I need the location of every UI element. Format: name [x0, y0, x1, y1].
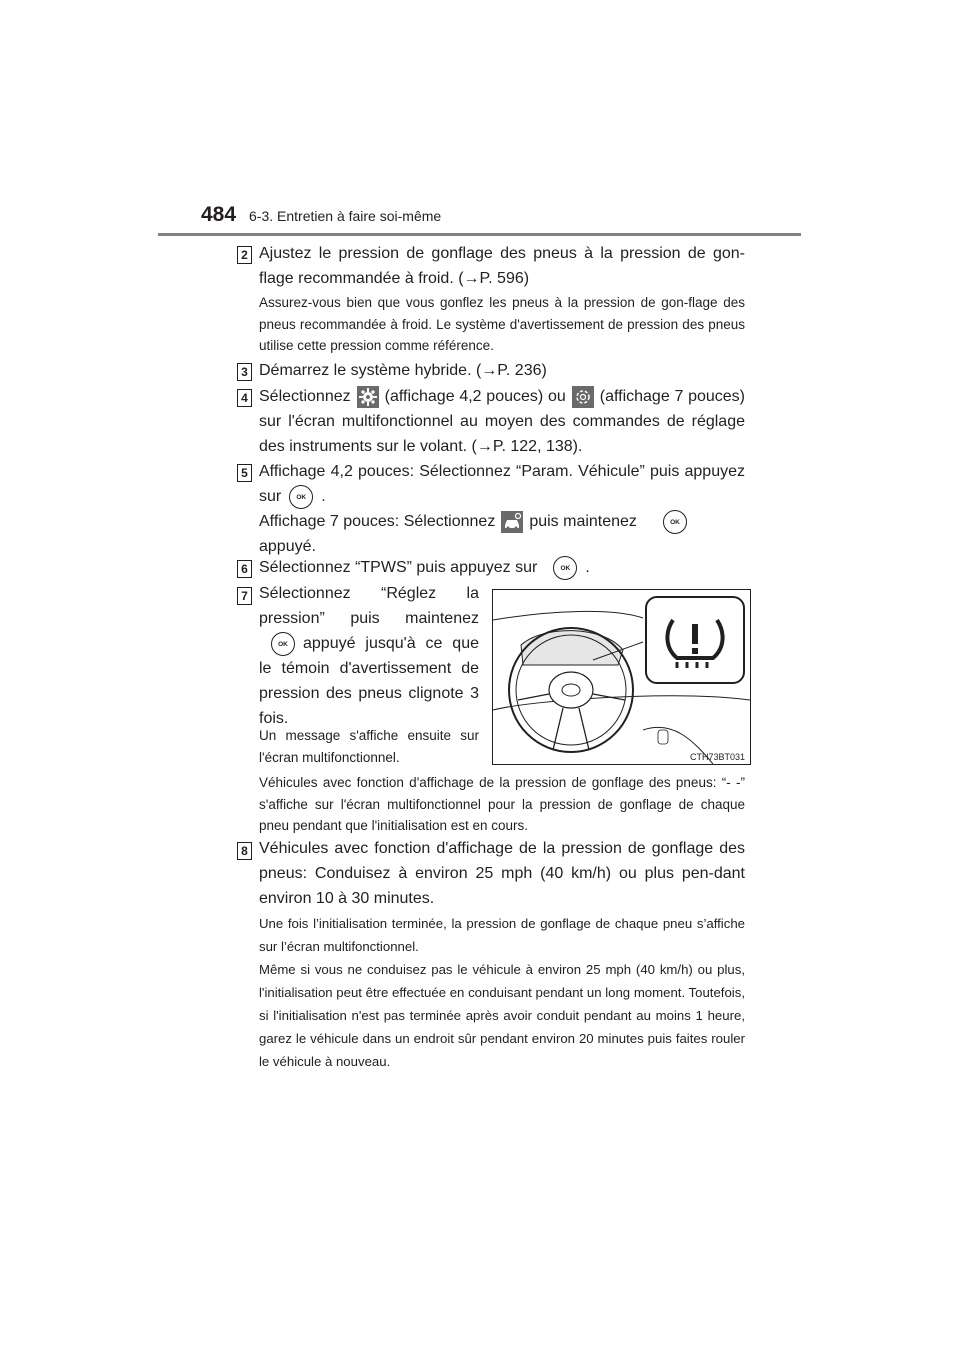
gear-outline-icon	[572, 386, 594, 408]
page-number: 484	[201, 203, 237, 226]
step-8-note-a: Une fois l’initialisation terminée, la pression de gonflage de chaque pneu s’affiche sur l’écran multifonctionnel.	[259, 916, 745, 954]
step-number-3: 3	[237, 363, 252, 381]
step-7-text	[259, 581, 479, 731]
step-8-text: Véhicules avec fonction d'affichage de la pression de gonflage des pneus: Conduisez à environ 25 mph (40 km/h) ou plus pen-dant environ 10 à 30 minutes.	[259, 840, 745, 907]
step-number-4: 4	[237, 389, 252, 407]
gear-icon	[357, 386, 379, 408]
step-8-note-b: Même si vous ne conduisez pas le véhicule à environ 25 mph (40 km/h) ou plus, l'initialisation peut être effectuée en conduisant pendant un long moment. Toutefois, si l'initialisation n'est pas terminée après avoir conduit pendant au moins 1 heure, garez le véhicule dans un endroit sûr pendant environ 20 minutes puis faites rouler le véhicule à nouveau.	[259, 962, 745, 1069]
instrument-panel-illustration	[492, 589, 751, 765]
step-5-line2-mid: puis maintenez	[529, 513, 637, 530]
step-5-line2-text: Affichage 7 pouces: Sélectionnez	[259, 513, 496, 530]
step-number-7: 7	[237, 587, 252, 605]
ok-button-icon: OK	[289, 485, 313, 509]
step-4-text-c: (affichage 7 pouces) sur l'écran multifonctionnel au moyen des commandes de réglage des instruments sur le volant. (→P. 122, 138).	[259, 388, 745, 455]
section-header: 6-3. Entretien à faire soi-même	[249, 208, 442, 224]
step-6-text-main: Sélectionnez “TPWS” puis appuyez sur	[259, 559, 538, 576]
step-2-text: Ajustez le pression de gonflage des pneus à la pression de gon-flage recommandée à froid. (→P. 596)	[259, 245, 745, 287]
step-5-line1-end: .	[321, 488, 326, 505]
step-5-text	[259, 459, 745, 559]
step-number-8: 8	[237, 842, 252, 860]
step-2-note: Assurez-vous bien que vous gonflez les pneus à la pression de gon-flage des pneus recommandée à froid. Le système d'avertissement de pression des pneus utilise cette pression comme référence.	[259, 295, 745, 353]
ok-button-icon: OK	[271, 632, 295, 656]
ok-button-icon: OK	[553, 556, 577, 580]
car-settings-icon	[501, 511, 523, 533]
step-6-text	[259, 555, 745, 580]
step-4-text	[259, 384, 745, 459]
step-5-line2-end: appuyé.	[259, 538, 316, 555]
step-7-note-a: Un message s'affiche ensuite sur l'écran multifonctionnel.	[259, 728, 479, 765]
header-rule	[158, 233, 801, 236]
step-number-2: 2	[237, 246, 252, 264]
step-6-text-end: .	[585, 559, 590, 576]
step-7-text-a: Sélectionnez “Réglez la pression” puis maintenez	[259, 585, 479, 627]
step-7-note-b: Véhicules avec fonction d'affichage de la pression de gonflage des pneus: “- -” s'affiche sur l'écran multifonctionnel pour la pression de gonflage de chaque pneu pendant que l'initialisation est en cours.	[259, 775, 745, 833]
step-number-6: 6	[237, 560, 252, 578]
warning-light-callout	[645, 596, 745, 684]
step-5-line2	[259, 509, 745, 534]
step-5-line1: Affichage 4,2 pouces: Sélectionnez “Param. Véhicule” puis appuyez sur	[259, 463, 745, 505]
step-7-text-b: appuyé jusqu'à ce que le témoin d'avertissement de pression des pneus clignote 3 fois.	[259, 635, 479, 727]
tire-pressure-warning-icon	[647, 598, 743, 682]
figure-code: CTH73BT031	[689, 752, 745, 762]
step-3-text: Démarrez le système hybride. (→P. 236)	[259, 362, 547, 379]
step-number-5: 5	[237, 464, 252, 482]
step-4-text-a: Sélectionnez	[259, 388, 351, 405]
step-4-text-b: (affichage 4,2 pouces) ou	[384, 388, 566, 405]
ok-button-icon: OK	[663, 510, 687, 534]
